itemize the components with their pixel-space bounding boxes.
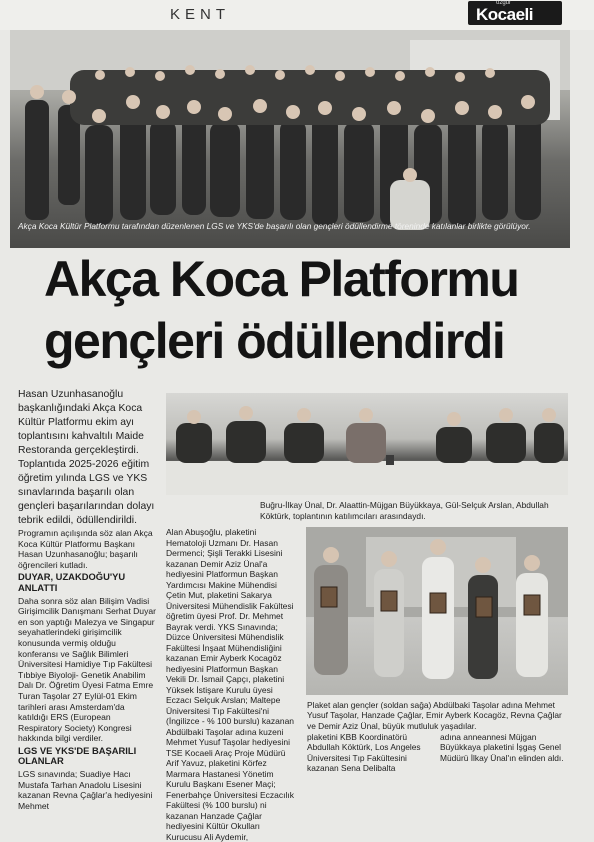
meeting-photo xyxy=(166,393,568,495)
headline-line-2: gençleri ödüllendirdi xyxy=(44,313,505,369)
article-body-left xyxy=(18,528,156,811)
article-intro: Hasan Uzunhasanoğlu başkanlığındaki Akça Koca Kültür Platformu ekim ayı toplantısını kahvaltılı Maide Restoranda gerçekleştirdi. Toplantıda 2025-2026 eğitim öğretim yılında LGS ve YKS sınavlarında başarılı olan gençleri başarılarından dolayı tebrik edildi, ödüllendirildi. xyxy=(18,389,155,526)
paragraph: LGS sınavında; Suadiye Hacı Mustafa Tarhan Anadolu Lisesini kazanan Revna Çağlar'a hediyesini Mehmet xyxy=(18,769,153,811)
group-photo-figures xyxy=(10,30,570,248)
group-photo-caption: Akça Koca Kültür Platformu tarafından düzenlenen LGS ve YKS'de başarılı olan gençleri ödüllendirme töreninde katılanlar birlikte görülüyor. xyxy=(18,221,531,231)
subheading: LGS VE YKS'DE BAŞARILI OLANLAR xyxy=(18,744,137,767)
meeting-photo-caption: Buğru-İlkay Ünal, Dr. Alaattin-Müjgan Büyükkaya, Gül-Selçuk Arslan, Abdullah Köktürk, toplantının katılımcıları arasındaydı. xyxy=(260,500,549,521)
group-photo xyxy=(10,30,570,248)
subheading: DUYAR, UZAKDOĞU'YU ANLATTI xyxy=(18,571,126,593)
article-body-right-2: adına anneannesi Müjgan Büyükkaya plaketini İşgaş Genel Müdürü İlkay Ünal'ın elinden aldı. xyxy=(440,732,564,763)
newspaper-logo xyxy=(468,1,562,25)
article-body-right-1: plaketini KBB Koordinatörü Abdullah Köktürk, Los Angeles Üniversitesi Tıp Fakültesini kazanan Sena Delibalta xyxy=(307,732,421,774)
meeting-photo-figures xyxy=(166,393,568,495)
logo-text: Kocaeli xyxy=(476,5,533,24)
award-photo xyxy=(306,527,568,695)
paragraph: Daha sonra söz alan Bilişim Vadisi Girişimcilik Danışmanı Serhat Duyar en son yaptığı Malezya ve Singapur seyahatlerindeki girişimcilik konusunda vermiş olduğu konferansı ve Sağlık Bilimleri Üniversitesi Hamidiye Tıp Fakültesi Tıbbiye Biyoloji- Genetik Anabilim Dalı Dr. Öğretim Üyesi Fatma Emre Turan Taşolar 27 Eylül-01 Ekim tarihleri arası Amsterdam'da katıldığı ERS (European Respiratory Society) Kongresi hakkında bilgi verdiler. xyxy=(18,595,157,744)
headline-line-1: Akça Koca Platformu xyxy=(44,251,519,307)
award-photo-caption: Plaket alan gençler (soldan sağa) Abdülbaki Taşolar adına Mehmet Yusuf Taşolar, Hanzade Çağlar, Emir Ayberk Kocagöz, Revna Çağlar ve Demir Aziz Ünal, büyük mutluluk yaşadılar. xyxy=(307,700,562,731)
section-title: KENT xyxy=(170,6,231,23)
logo-small-text: özgür xyxy=(496,0,512,6)
paragraph: Programın açılışında söz alan Akça Koca Kültür Platformu Başkanı Hasan Uzunhasanoğlu; başarılı öğrencileri kutladı. xyxy=(18,528,153,570)
award-photo-figures xyxy=(306,527,568,695)
article-body-middle: Alan Abuşoğlu, plaketini Hematoloji Uzmanı Dr. Hasan Dermenci; Şişli Terakki Lisesini kazanan Demir Aziz Ünal'a hediyesini Platformun Başkan Yardımcısı Makine Mühendisi Çetin Mut, plaketini Sakarya Üniversitesi Mühendislik Fakültesi öğretim üyesi Prof. Dr. Mehmet Bayrak verdi. YKS Sınavında; Düzce Üniversitesi Mühendislik Fakültesi İnşaat Mühendisliğini kazanan Emir Ayberk Kocagöz hediyesini Platformun Başkan Vekili Dr. İsmail Çapçı, plaketini Yüksek İstişare Kurulu üyesi Eczacı Selçuk Arslan; Maltepe Üniversitesi Tıp Fakültesi'ni (İngilizce - % 100 burslu) kazanan Abdülbaki Taşolar adına kuzeni Mehmet Yusuf Taşolar hediyesini TSE Kocaeli Araç Proje Müdürü Arif Yavuz, plaketini Körfez Marmara Hastanesi Yönetim Kurulu Başkanı Esener Maçi; Fenerbahçe Üniversitesi Eczacılık Fakültesi (% 100 burslu) ni kazanan Hanzade Çağlar hediyesini Kültür Okulları Kurucusu Ali Aydemir, xyxy=(166,527,295,842)
